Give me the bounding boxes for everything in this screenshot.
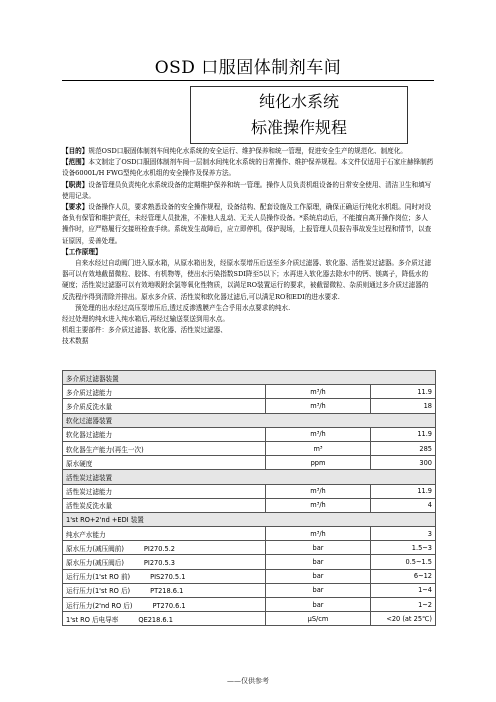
table-row [63,598,436,612]
table-group-row [63,413,436,427]
table-row [63,541,436,555]
principle-label: 【工作原理】 [62,247,102,256]
param-name: 软化器过滤能力 [66,431,113,440]
unit-cell: m³/h [266,498,371,512]
table-group-row [63,512,436,526]
param-code: PT270.6.1 [152,601,186,610]
value-cell: 1.5~3 [371,541,436,555]
unit-cell: bar [266,583,371,597]
table-row [63,498,436,512]
doc-title-line1: 纯化水系统 [258,92,339,111]
value-cell: <20 (at 25℃) [371,612,436,626]
value-cell: 11.9 [371,385,436,399]
principle-para5: 技术数据 [62,337,89,346]
table-row [63,569,436,583]
table-group-row [63,470,436,484]
param-cell [63,569,266,583]
title-box [190,86,408,144]
scope-text: 本文制定了OSD口服固体制剂车间一层制水间纯化水系统的日常操作、维护保养规程。本文件仅适用于石家庄赫锋制药设备6000L/H FWG型纯化水机组的安全操作及保养方法。 [62,158,434,178]
unit-cell: m³/h [266,385,371,399]
group-title: 软化过滤器装置 [63,413,436,427]
param-name: 运行压力(1'st RO 前) [66,573,131,582]
unit-cell: bar [266,598,371,612]
param-cell [63,527,266,541]
param-cell [63,498,266,512]
param-cell [63,583,266,597]
value-cell: 11.9 [371,484,436,498]
requirement-paragraph [62,202,434,247]
table-row [63,484,436,498]
value-cell: 1~4 [371,583,436,597]
param-cell [63,484,266,498]
requirement-label: 【要求】 [62,203,89,212]
unit-cell: bar [266,555,371,569]
table-row [63,456,436,470]
purpose-label: 【目的】 [62,147,89,155]
company-header: OSD 口服固体制剂车间 [154,58,342,78]
table-group-row [63,371,436,385]
unit-cell: m³/h [266,399,371,413]
requirement-text: 设备操作人员，要求熟悉设备的安全操作规程，设备结构、配套设施及工作原理，确保正确运行纯化水机组。同时对设备负有保管和维护责任，未经管理人员批准，不准他人乱动、无关人员操作设备。*系统启动后，不能擅自离开操作岗位；多人操作时，应严格履行交接班检查手续。系统发生故障后，应立即停机，保护现场，上报管理人员报告事故发生过程和情节，以查证原因，妥善处理。 [62,203,432,245]
param-code: PIS270.5.1 [150,573,186,582]
param-name: 纯水产水能力 [66,530,106,539]
param-name: 活性炭反洗水量 [66,502,113,511]
param-name: 活性炭过滤能力 [66,488,113,497]
param-cell [63,399,266,413]
param-name: 原水压力(减压阀前) [66,544,124,553]
duty-paragraph [62,180,434,202]
param-cell [63,456,266,470]
table-row [63,427,436,441]
scope-label: 【范围】 [62,158,89,167]
param-cell [63,612,266,626]
param-cell [63,555,266,569]
scope-paragraph [62,157,434,179]
param-name: 多介质反洗水量 [66,402,113,411]
param-code: PT218.6.1 [150,587,184,596]
table-row [63,399,436,413]
param-name: 运行压力(2'nd RO 后) [66,601,133,610]
principle-para2: 预处理的出水经过高压泵增压后,透过反渗透膜产生合乎用水点要求的纯水. [75,303,291,312]
value-cell: 285 [371,441,436,455]
param-name: 运行压力(1'st RO 后) [66,587,131,596]
table-row [63,612,436,626]
param-name: 原水硬度 [66,459,93,468]
unit-cell: ppm [266,456,371,470]
param-name: 多介质过滤能力 [66,388,113,397]
tech-data-body [63,371,436,626]
param-code: PI270.5.3 [143,559,175,568]
value-cell: 3 [371,527,436,541]
group-title: 活性炭过滤装置 [63,470,436,484]
unit-cell: m³/h [266,427,371,441]
tech-data-table [62,370,436,626]
value-cell: 1~2 [371,598,436,612]
duty-label: 【职责】 [62,180,89,189]
doc-title-line2: 标准操作规程 [250,118,347,137]
principle-para3: 经过处理的纯水进入纯水箱后,再经过输送泵送到用水点。 [62,315,229,324]
principle-para1: 自来水经过自动阀门进入原水箱，从原水箱出发，经原水泵增压后送至多介质过滤器、软化器、活性炭过滤器。多介质过滤器可以有效地截留微粒、胶体、有机物等，使出水污染指数SDI降至5以下；水再进入软化器去除水中的钙、镁离子，降低水的硬度；活性炭过滤器可以有效地吸附余氯等氧化性物质，以满足RO装置运行的要求，被截留微粒、杂质则通过多介质过滤器的反洗程序得到清除并排出。原水多介质、活性炭和软化器过滤后,可以满足RO和EDI的进水要求. [62,259,432,301]
param-cell [63,598,266,612]
param-cell [63,541,266,555]
group-title: 1'st RO+2'nd +EDI 装置 [63,512,436,526]
table-row [63,527,436,541]
group-title: 多介质过滤器装置 [63,371,436,385]
duty-text: 设备管理员负责纯化水系统设备的定期维护保养和统一管理。操作人员负责机组设备的日常安全使用、清洁卫生和填写使用记录。 [62,180,432,200]
unit-cell: bar [266,569,371,583]
unit-cell: m³ [266,441,371,455]
param-code: PI270.5.2 [143,544,175,553]
unit-cell: μS/cm [266,612,371,626]
purpose-paragraph [62,146,434,157]
principle-para4: 机组主要部件：多介质过滤器、软化器、活性炭过滤器、 [62,326,227,335]
unit-cell: m³/h [266,527,371,541]
param-name: 1'st RO 后电导率 [66,615,119,624]
value-cell: 0.5~1.5 [371,555,436,569]
value-cell: 18 [371,399,436,413]
purpose-text: 规范OSD口服固体制剂车间纯化水系统的安全运行、维护保养和统一管理，促进安全生产的规范化、制度化。 [88,147,407,155]
value-cell: 6~12 [371,569,436,583]
footer-note: ——仅供参考 [227,677,269,685]
param-cell [63,427,266,441]
header-rule [62,80,434,81]
param-code: QE218.6.1 [138,615,173,624]
unit-cell: m³/h [266,484,371,498]
param-cell [63,385,266,399]
param-cell [63,441,266,455]
table-row [63,583,436,597]
value-cell: 11.9 [371,427,436,441]
table-row [63,555,436,569]
body-text [62,146,434,348]
unit-cell: bar [266,541,371,555]
table-row [63,385,436,399]
value-cell: 300 [371,456,436,470]
param-name: 原水压力(减压阀后) [66,559,124,568]
param-name: 软化器生产能力(再生一次) [66,445,144,454]
table-row [63,441,436,455]
value-cell: 4 [371,498,436,512]
